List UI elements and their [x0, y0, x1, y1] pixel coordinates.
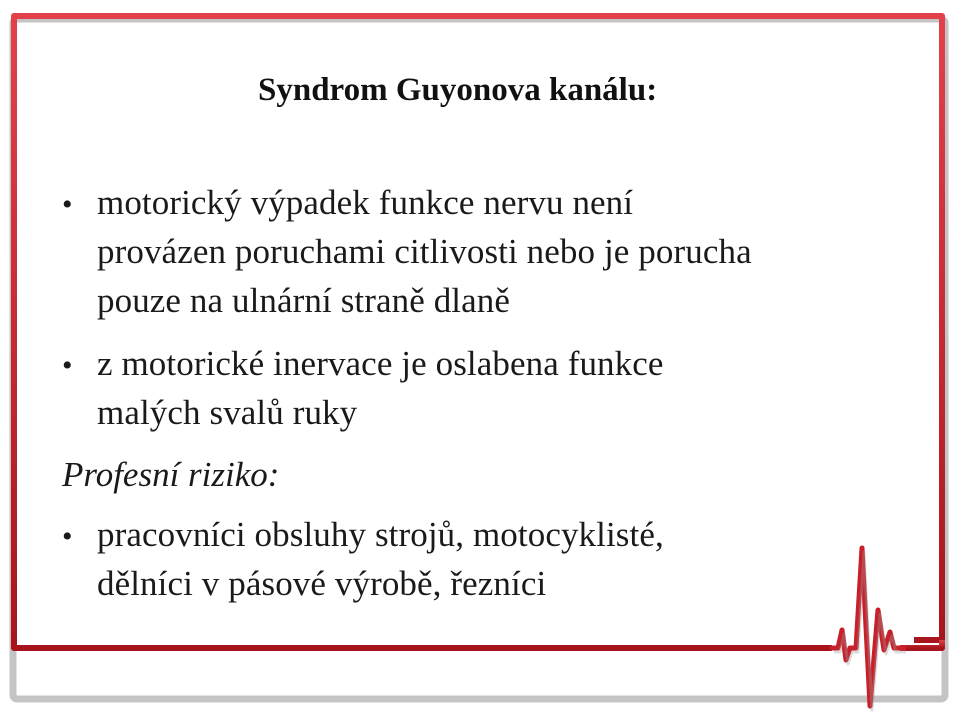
bullet-2-line-1: z motorické inervace je oslabena funkce	[97, 344, 664, 383]
slide-title: Syndrom Guyonova kanálu:	[258, 72, 658, 108]
bullet-1-line-2: provázen poruchami citlivosti nebo je porucha	[97, 232, 752, 271]
bullet-1-line-3: pouze na ulnární straně dlaně	[97, 281, 511, 320]
bullet-1-line-1: motorický výpadek funkce nervu není	[97, 183, 634, 222]
bullet-2-line-2: malých svalů ruky	[97, 393, 358, 432]
risk-heading: Profesní riziko:	[62, 455, 280, 494]
bullet-icon: •	[62, 349, 73, 382]
risk-bullet-line-2: dělníci v pásové výrobě, řezníci	[97, 564, 547, 603]
ecg-heartbeat-icon	[832, 548, 906, 710]
risk-bullet-line-1: pracovníci obsluhy strojů, motocyklisté,	[97, 515, 664, 554]
bullet-icon: •	[62, 188, 73, 221]
bullet-icon: •	[62, 520, 73, 553]
